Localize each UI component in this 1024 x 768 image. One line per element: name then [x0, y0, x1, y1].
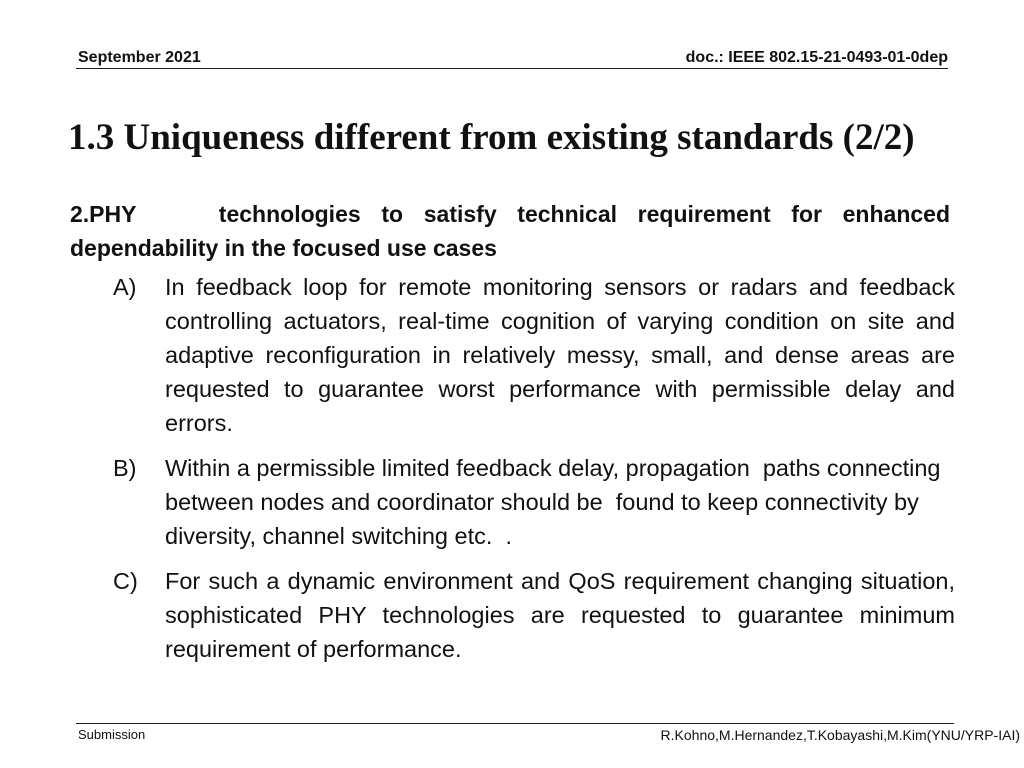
- list-item-c: [113, 564, 963, 666]
- footer-divider: [76, 723, 954, 724]
- list-item-b: [113, 451, 963, 553]
- item-text: Within a permissible limited feedback delay, propagation paths connecting between nodes and coordinator should be found to keep connectivity by diversity, channel switching etc. .: [165, 455, 948, 549]
- footer-authors: R.Kohno,M.Hernandez,T.Kobayashi,M.Kim(YNU/YRP-IAI): [660, 727, 1020, 743]
- header-divider: [76, 68, 948, 69]
- item-marker: B): [113, 455, 137, 481]
- slide-title: 1.3 Uniqueness different from existing standards (2/2): [68, 117, 915, 158]
- item-marker: A): [113, 274, 137, 300]
- header-doc-id: doc.: IEEE 802.15-21-0493-01-0dep: [685, 49, 948, 66]
- intro-heading: 2.PHY technologies to satisfy technical requirement for enhanced dependability in the focused use cases: [70, 201, 957, 261]
- footer-submission: Submission: [78, 727, 146, 742]
- item-list: [113, 270, 963, 677]
- item-text: In feedback loop for remote monitoring sensors or radars and feedback controlling actuators, real-time cognition of varying condition on site and adaptive reconfiguration in relatively messy, small, and dense areas are requested to guarantee worst performance with permissible delay and errors.: [165, 274, 955, 436]
- list-item-a: [113, 270, 963, 440]
- item-text: For such a dynamic environment and QoS requirement changing situation, sophisticated PHY technologies are requested to guarantee minimum requirement of performance.: [165, 568, 955, 662]
- item-marker: C): [113, 568, 138, 594]
- header-date: September 2021: [78, 49, 201, 66]
